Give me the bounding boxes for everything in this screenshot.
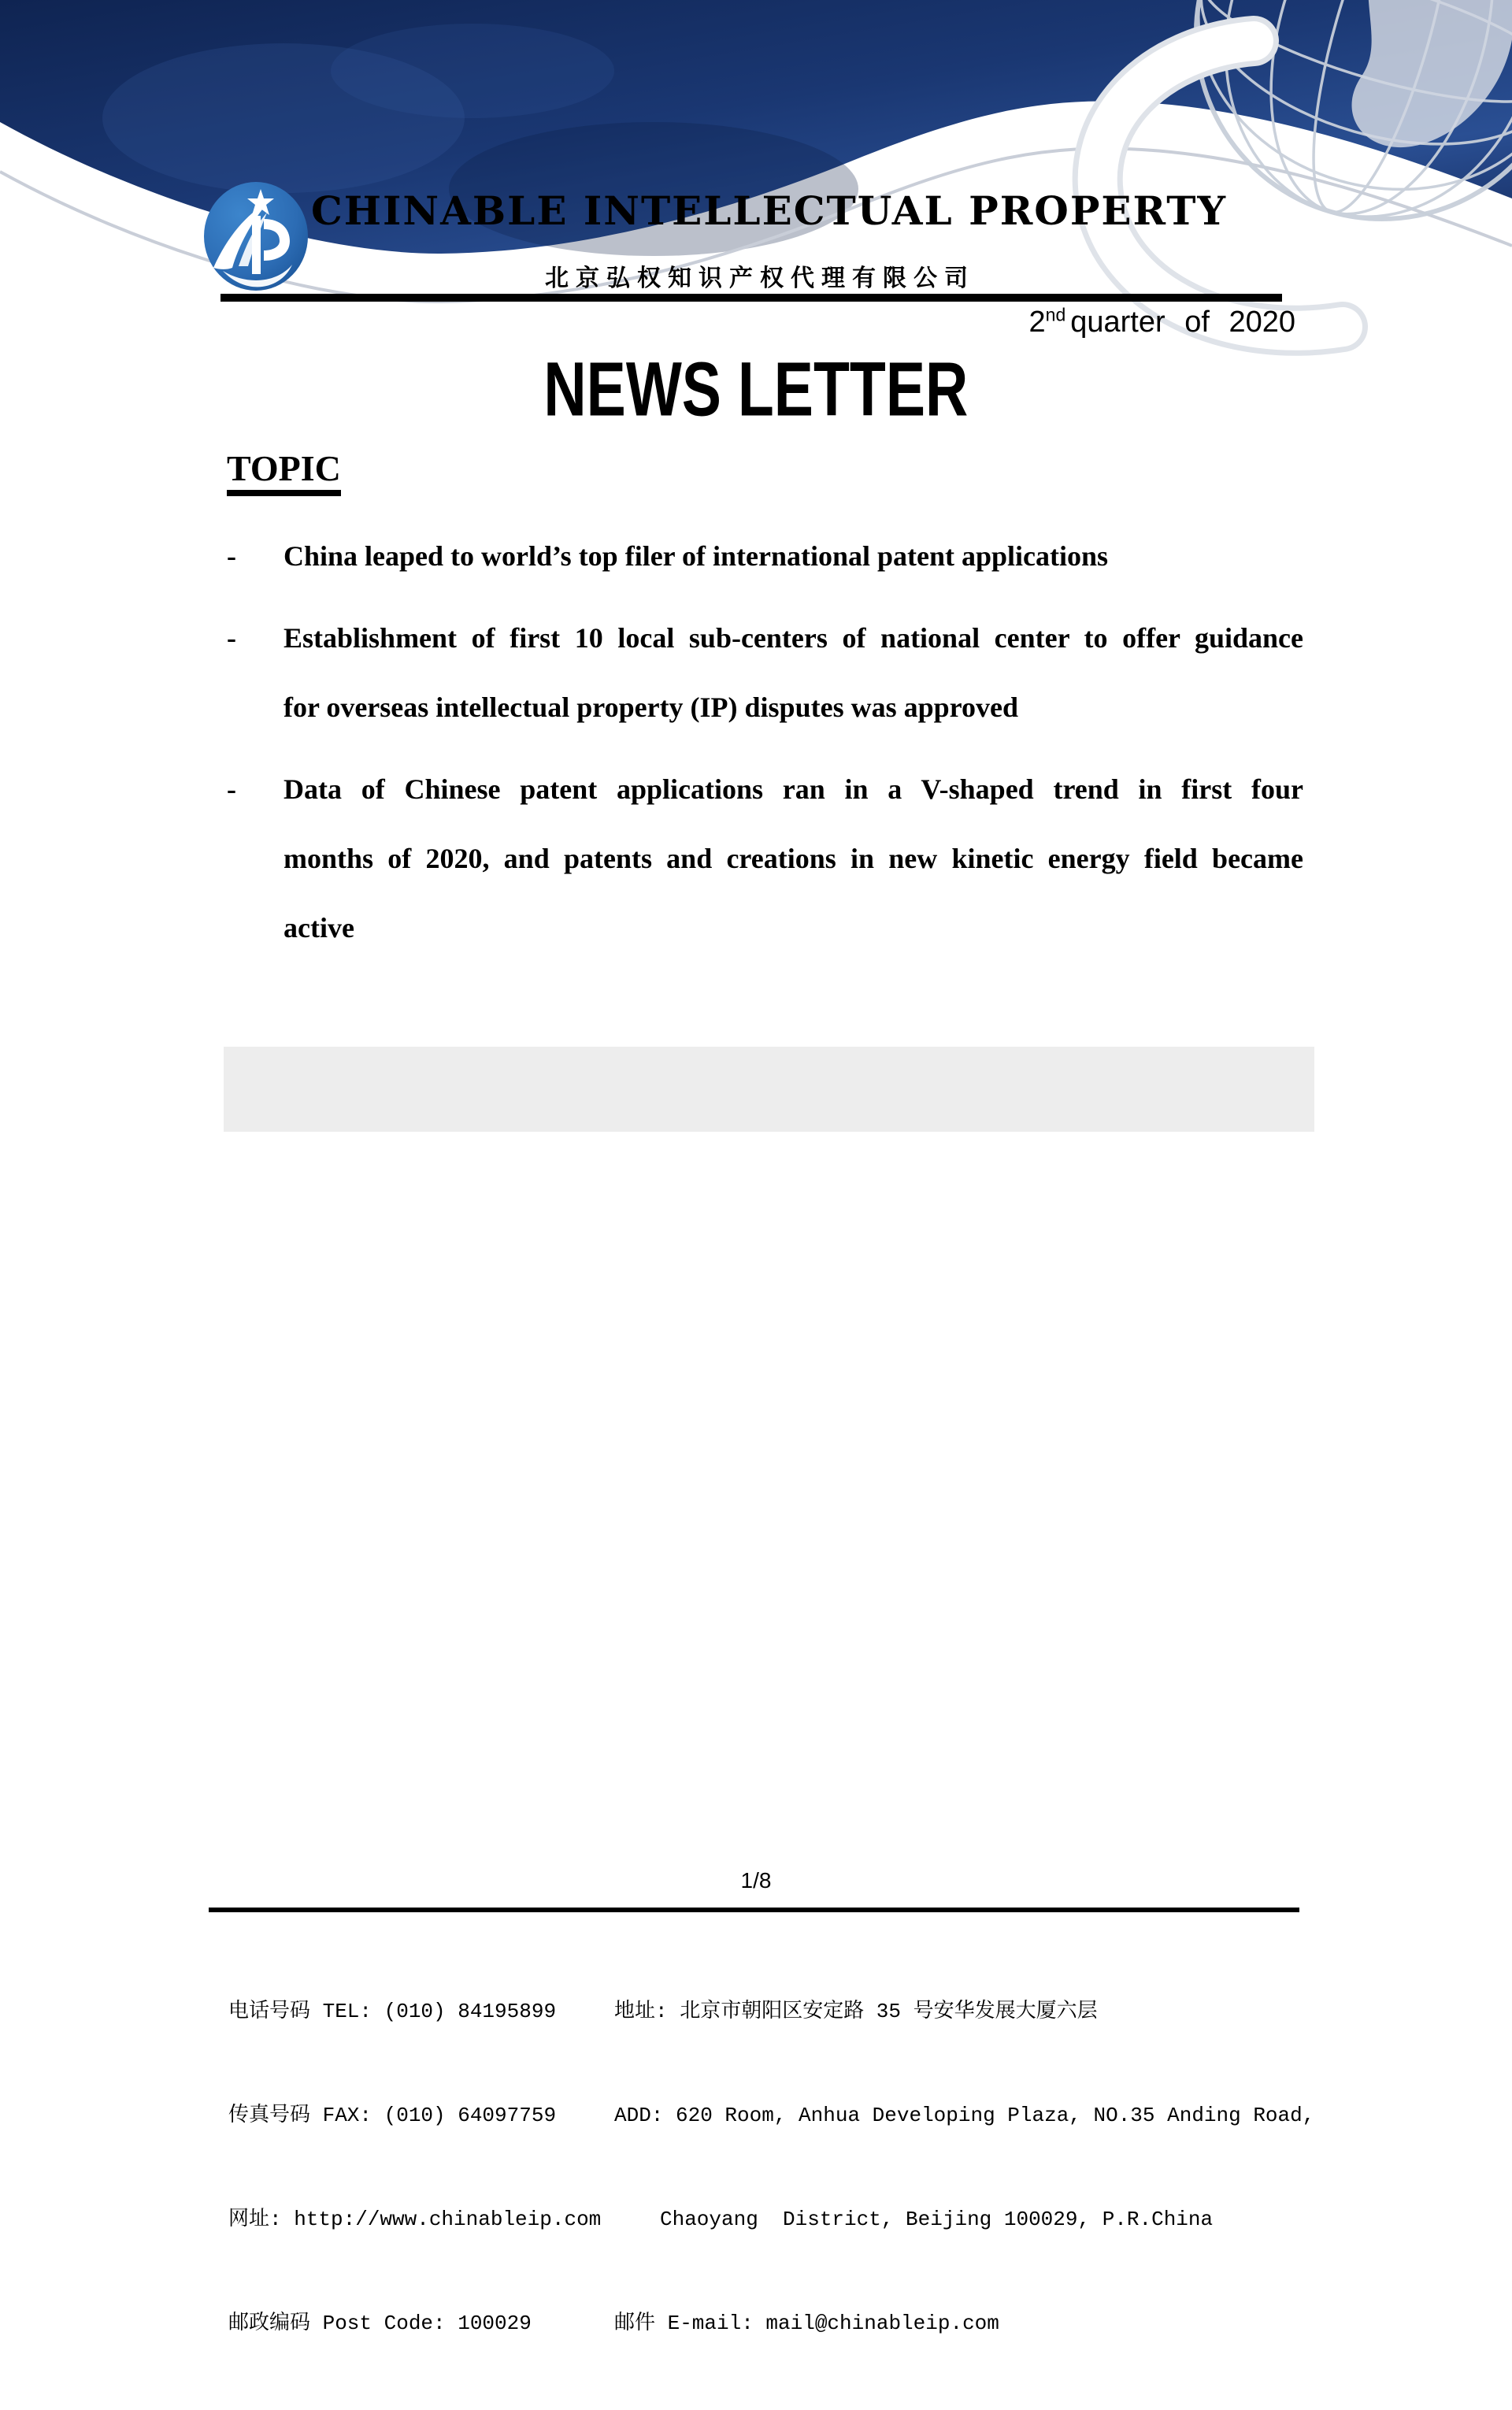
company-name-english: CHINABLE INTELLECTUAL PROPERTY — [311, 187, 1228, 234]
image-placeholder — [224, 1047, 1314, 1132]
footer-website: 网址: http://www.chinableip.com — [228, 2208, 602, 2231]
topic-item-2-line-2: for overseas intellectual property (IP) disputes was approved — [284, 691, 1018, 723]
footer-address-en-2: Chaoyang District, Beijing 100029, P.R.China — [660, 2208, 1214, 2231]
topic-item-3-line-2: months of 2020, and patents and creations in new kinetic energy field became — [284, 843, 1303, 874]
list-item — [227, 521, 1303, 591]
header-rule — [220, 294, 1282, 302]
company-logo — [201, 180, 311, 294]
footer-rule — [209, 1908, 1299, 1912]
topic-list — [227, 521, 1303, 975]
topic-item-3-line-1: Data of Chinese patent applications ran in a V-shaped trend in first four — [284, 773, 1303, 805]
list-item — [227, 603, 1303, 742]
company-name-chinese: 北京弘权知识产权代理有限公司 — [545, 265, 975, 291]
topic-item-1-line-1: China leaped to world’s top filer of international patent applications — [284, 540, 1109, 572]
topic-item-2-line-1: Establishment of first 10 local sub-centers of national center to offer guidance — [284, 622, 1303, 654]
footer-tel: 电话号码 TEL: (010) 84195899 — [228, 2000, 557, 2023]
topic-heading: TOPIC — [227, 447, 341, 496]
page-indicator: 1/8 — [740, 1868, 772, 1893]
footer-postcode: 邮政编码 Post Code: 100029 — [228, 2312, 532, 2335]
footer-right-column — [614, 1925, 1314, 2410]
topic-item-3-line-3: active — [284, 912, 354, 944]
page-title: NEWS LETTER — [543, 346, 969, 432]
footer-address-en-1: ADD: 620 Room, Anhua Developing Plaza, NO.35 Anding Road, — [614, 2104, 1315, 2127]
list-item — [227, 755, 1303, 962]
issue-number: 2 — [1028, 306, 1046, 339]
issue-rest: quarter of 2020 — [1070, 306, 1295, 339]
bullet-marker: - — [227, 622, 236, 654]
issue-line — [1029, 306, 1295, 339]
footer-left-column — [228, 1925, 601, 2410]
bullet-marker: - — [227, 540, 236, 572]
footer-fax: 传真号码 FAX: (010) 64097759 — [228, 2104, 557, 2127]
footer-address-cn: 地址: 北京市朝阳区安定路 35 号安华发展大厦六层 — [614, 2000, 1098, 2023]
bullet-marker: - — [227, 773, 236, 805]
issue-ordinal: nd — [1045, 304, 1066, 325]
footer-email: 邮件 E-mail: mail@chinableip.com — [614, 2312, 999, 2335]
